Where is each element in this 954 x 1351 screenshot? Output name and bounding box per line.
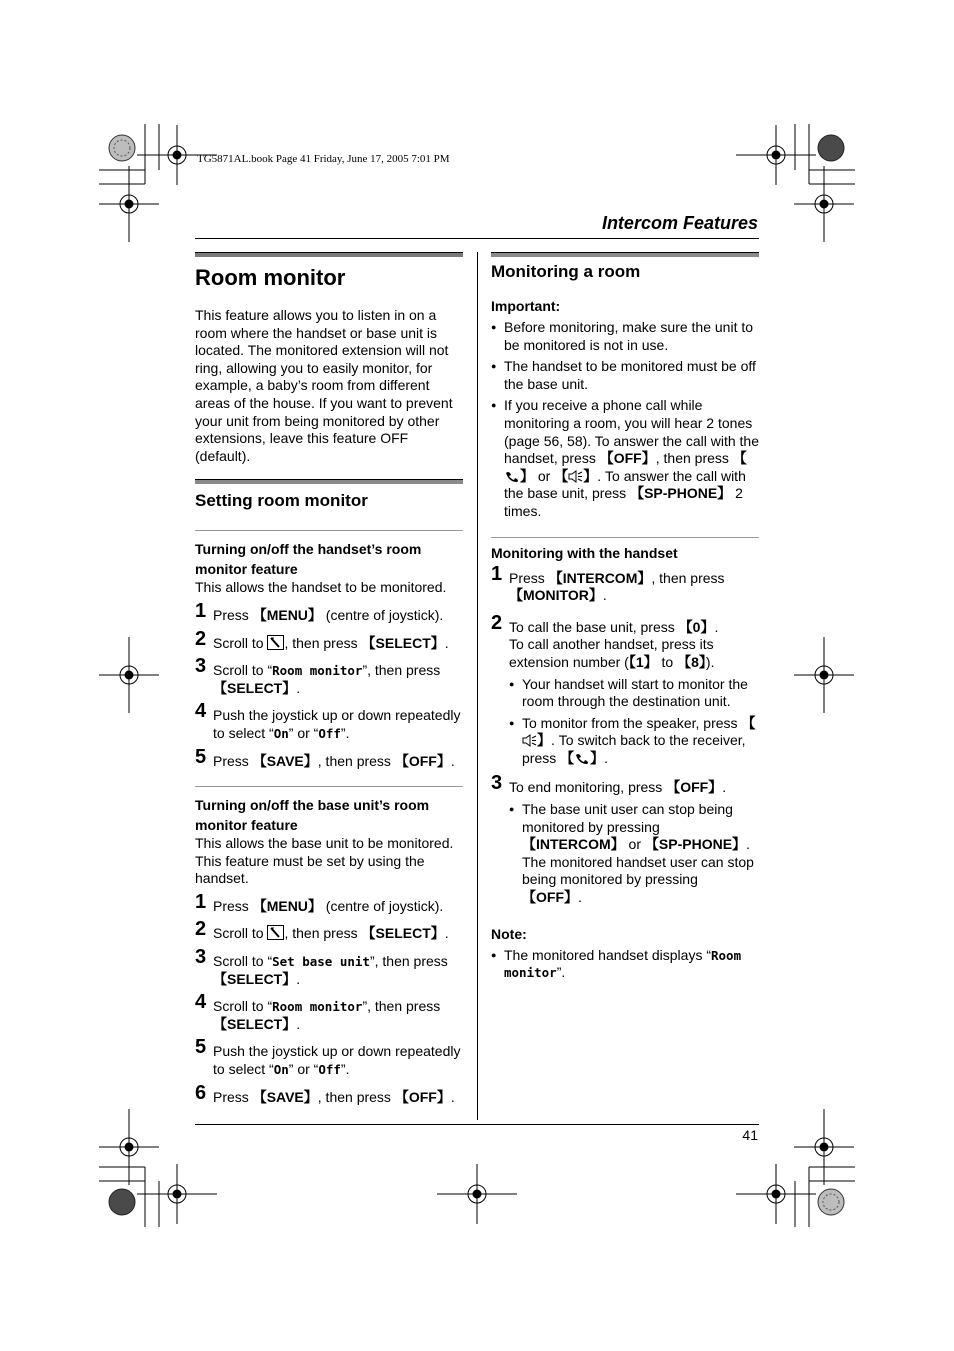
off-key: 【 OFF 】 <box>522 889 578 905</box>
monitor-step-2-bullet-2: ● To monitor from the speaker, press 【 】. To switch back to the receiver, press 【 】 . <box>509 715 759 768</box>
base-step-6: 6 Press 【 SAVE 】 , then press 【 OFF 】 . <box>195 1089 463 1107</box>
handset-step-4: 4 Push the joystick up or down repeatedly to select “On” or “Off”. <box>195 700 461 741</box>
important-label: Important: <box>491 298 561 314</box>
select-key: 【 SELECT 】 <box>362 925 445 941</box>
speakerphone-icon <box>568 470 583 483</box>
monitor-step-3: 3 To end monitoring, press 【 OFF 】 . ● The base unit user can stop being monitored by pressing 【 INTERCOM 】 or 【 SP-PHONE 】 . The monitored handset user can stop being monitored by pressing 【 OFF 】 . <box>491 779 759 906</box>
subhead-setting-room-monitor: Setting room monitor <box>195 491 368 511</box>
select-key: 【 SELECT 】 <box>362 635 445 651</box>
base-step-1: 1 Press 【 MENU 】 (centre of joystick). <box>195 898 463 916</box>
base-step-4: 4 Scroll to “Room monitor”, then press 【 SELECT 】 . <box>195 998 463 1033</box>
subhead-monitoring-a-room: Monitoring a room <box>491 262 641 281</box>
base-feature-title: Turning on/off the base unit’s room monitor feature <box>195 797 430 834</box>
important-bullet-3: ● If you receive a phone call while monitoring a room, you will hear 2 tones (page 56, 58). To answer the call with the handset, press 【 OFF 】 , then press 【 】 or 【 】 . To answer the call with the base unit, press 【 SP-PHONE 】 2 times. <box>491 397 759 520</box>
monitor-step-1: 1 Press 【 INTERCOM 】 , then press 【 MONITOR 】 . <box>491 570 759 605</box>
handset-feature-desc: This allows the handset to be monitored. <box>195 579 447 596</box>
eight-key: 【 8 】 <box>677 654 706 670</box>
speakerphone-key <box>554 468 597 484</box>
select-key: 【 SELECT 】 <box>213 680 296 696</box>
important-bullet-2: ● The handset to be monitored must be off the base unit. <box>491 358 759 393</box>
menu-key: 【 MENU 】 <box>253 898 322 914</box>
monitor-step-2: 2 To call the base unit, press 【 0 】 . To call another handset, press its extension number (【 1 】 to 【 8 】 ). ● Your handset will start to monitor the room through the destination unit. ● To monitor from the speaker, press 【 】. To switch back to the receiver, press 【 】 . <box>491 619 759 768</box>
base-step-3: 3 Scroll to “Set base unit”, then press 【 SELECT 】 . <box>195 953 463 988</box>
monitor-key: 【 MONITOR 】 <box>509 587 603 603</box>
print-info: TG5871AL.book Page 41 Friday, June 17, 2005 7:01 PM <box>197 153 450 165</box>
off-key: 【 OFF 】 <box>600 450 656 466</box>
sp-phone-key: 【 SP-PHONE 】 <box>645 836 746 852</box>
zero-key: 【 0 】 <box>679 619 715 635</box>
handset-step-2: 2 Scroll to , then press 【 SELECT 】 . <box>195 635 463 653</box>
save-key: 【 SAVE 】 <box>253 1089 318 1105</box>
sp-phone-key: 【 SP-PHONE 】 <box>630 485 731 501</box>
speakerphone-icon <box>522 734 537 747</box>
intro-text: This feature allows you to listen in on a room where the handset or base unit is located. The monitored extension will not ring, allowing you to easily monitor, for example, a baby’s room from different areas of the house. If you want to prevent your unit from being monitored by other extensions, leave this feature OFF (default). <box>195 307 453 464</box>
note-bullet: ● The monitored handset displays “Room monitor”. <box>491 947 759 982</box>
select-key: 【 SELECT 】 <box>213 971 296 987</box>
header-rule <box>195 238 759 239</box>
intercom-key: 【 INTERCOM 】 <box>522 836 625 852</box>
page-number: 41 <box>742 1127 758 1143</box>
monitor-step-2-bullet-1: ● Your handset will start to monitor the room through the destination unit. <box>509 676 759 711</box>
off-key: 【 OFF 】 <box>395 753 451 769</box>
intercom-key: 【 INTERCOM 】 <box>549 570 652 586</box>
base-feature-desc: This allows the base unit to be monitored. This feature must be set by using the handset. <box>195 835 454 887</box>
footer-rule <box>195 1124 759 1125</box>
talk-key <box>560 750 604 766</box>
handset-step-1: 1 Press 【 MENU 】 (centre of joystick). <box>195 607 463 625</box>
off-key: 【 OFF 】 <box>395 1089 451 1105</box>
right-column <box>491 252 759 982</box>
separator <box>195 530 463 531</box>
handset-step-3: 3 Scroll to “Room monitor”, then press 【 SELECT 】 . <box>195 662 463 697</box>
setting-menu-icon <box>267 925 284 940</box>
one-key: 【 1 】 <box>629 654 658 670</box>
menu-key: 【 MENU 】 <box>253 607 322 623</box>
separator <box>195 786 463 787</box>
page-title: Room monitor <box>195 265 346 290</box>
base-step-5: 5 Push the joystick up or down repeatedly to select “On” or “Off”. <box>195 1036 461 1078</box>
handset-feature-title: Turning on/off the handset’s room monitor feature <box>195 541 422 578</box>
save-key: 【 SAVE 】 <box>253 753 318 769</box>
phone-handset-icon <box>574 752 590 765</box>
off-key: 【 OFF 】 <box>666 779 722 795</box>
setting-menu-icon <box>267 635 284 650</box>
subhead-bar <box>195 479 463 484</box>
phone-handset-icon <box>504 470 520 483</box>
base-step-2: 2 Scroll to , then press 【 SELECT 】 . <box>195 925 463 943</box>
monitor-step-3-bullet: ● The base unit user can stop being monitored by pressing 【 INTERCOM 】 or 【 SP-PHONE 】 . The monitored handset user can stop being monitored by pressing 【 OFF 】 . <box>509 801 759 907</box>
important-bullet-1: ● Before monitoring, make sure the unit to be monitored is not in use. <box>491 319 759 354</box>
monitoring-with-handset-title: Monitoring with the handset <box>491 544 678 561</box>
left-column <box>195 252 463 1106</box>
section-title: Intercom Features <box>601 213 758 233</box>
select-key: 【 SELECT 】 <box>213 1016 296 1032</box>
handset-step-5: 5 Press 【 SAVE 】 , then press 【 OFF 】 . <box>195 753 463 771</box>
title-bar <box>195 252 463 257</box>
separator <box>491 537 759 538</box>
column-divider <box>477 252 478 1120</box>
note-label: Note: <box>491 925 527 942</box>
subhead-bar <box>491 252 759 257</box>
